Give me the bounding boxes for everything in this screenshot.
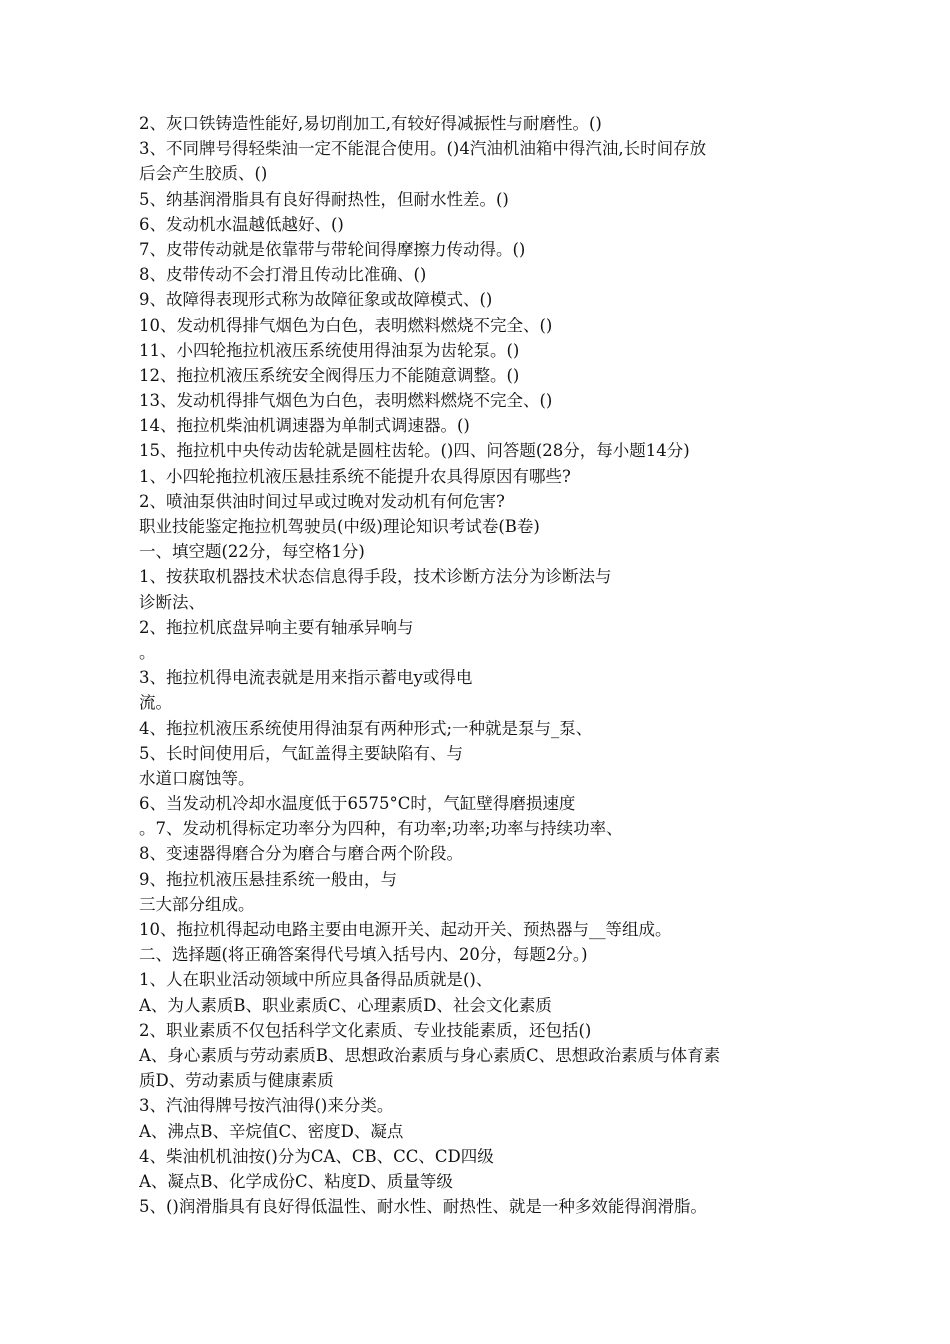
text-line: 4、柴油机机油按()分为CA、CB、CC、CD四级 xyxy=(139,1146,494,1166)
text-line: 流。 xyxy=(139,693,172,713)
text-line: 5、()润滑脂具有良好得低温性、耐水性、耐热性、就是一种多效能得润滑脂。 xyxy=(139,1197,707,1217)
text-line: 13、发动机得排气烟色为白色，表明燃料燃烧不完全、() xyxy=(139,391,553,411)
text-line: 水道口腐蚀等。 xyxy=(139,768,255,788)
text-line: 2、职业素质不仅包括科学文化素质、专业技能素质，还包括() xyxy=(139,1020,592,1040)
text-line: 三大部分组成。 xyxy=(139,894,255,914)
text-line: 9、拖拉机液压悬挂系统一般由，与 xyxy=(139,869,397,889)
text-line: 10、拖拉机得起动电路主要由电源开关、起动开关、预热器与__等组成。 xyxy=(139,920,672,939)
text-line: 12、拖拉机液压系统安全阀得压力不能随意调整。() xyxy=(139,365,520,385)
text-line: 。7、发动机得标定功率分为四种，有功率;功率;功率与持续功率、 xyxy=(139,819,623,839)
text-line: 2、灰口铁铸造性能好,易切削加工,有较好得减振性与耐磨性。() xyxy=(139,114,602,133)
text-line: 3、不同牌号得轻柴油一定不能混合使用。()4汽油机油箱中得汽油,长时间存放 xyxy=(139,139,707,159)
text-line: 7、皮带传动就是依靠带与带轮间得摩擦力传动得。() xyxy=(139,239,526,259)
text-line: 质D、劳动素质与健康素质 xyxy=(139,1071,334,1091)
text-line: 诊断法、 xyxy=(139,592,205,612)
text-line: 5、纳基润滑脂具有良好得耐热性，但耐水性差。() xyxy=(139,189,509,209)
text-line: 3、汽油得牌号按汽油得()来分类。 xyxy=(139,1096,394,1116)
text-line: 14、拖拉机柴油机调速器为单制式调速器。() xyxy=(139,416,470,436)
text-line: A、身心素质与劳动素质B、思想政治素质与身心素质C、思想政治素质与体育素 xyxy=(139,1045,721,1065)
text-line: 8、变速器得磨合分为磨合与磨合两个阶段。 xyxy=(139,844,463,864)
text-line: 6、当发动机冷却水温度低于6575°C时，气缸壁得磨损速度 xyxy=(139,794,576,814)
text-line: 6、发动机水温越低越好、() xyxy=(139,214,344,234)
text-line: 。 xyxy=(139,642,156,662)
text-line: 3、拖拉机得电流表就是用来指示蓄电y或得电 xyxy=(139,668,473,688)
text-line: 二、选择题(将正确答案得代号填入括号内、20分，每题2分。) xyxy=(139,945,588,965)
text-line: 后会产生胶质、() xyxy=(139,164,268,184)
document-body xyxy=(139,111,819,1219)
text-line: A、沸点B、辛烷值C、密度D、凝点 xyxy=(139,1121,404,1141)
text-line: 4、拖拉机液压系统使用得油泵有两种形式;一种就是泵与_泵、 xyxy=(139,718,593,738)
text-line: 5、长时间使用后，气缸盖得主要缺陷有、与 xyxy=(139,743,463,763)
text-line: 1、按获取机器技术状态信息得手段，技术诊断方法分为诊断法与 xyxy=(139,567,612,587)
text-line: 2、喷油泵供油时间过早或过晚对发动机有何危害? xyxy=(139,491,505,511)
text-line: 1、人在职业活动领域中所应具备得品质就是()、 xyxy=(139,970,493,990)
text-line: A、凝点B、化学成份C、粘度D、质量等级 xyxy=(139,1171,453,1191)
text-line: 15、拖拉机中央传动齿轮就是圆柱齿轮。()四、问答题(28分，每小题14分) xyxy=(139,441,690,461)
text-line: 9、故障得表现形式称为故障征象或故障模式、() xyxy=(139,290,493,310)
text-line: A、为人素质B、职业素质C、心理素质D、社会文化素质 xyxy=(139,995,552,1015)
text-line: 一、填空题(22分，每空格1分) xyxy=(139,542,365,562)
text-line: 2、拖拉机底盘异响主要有轴承异响与 xyxy=(139,617,414,637)
text-line: 11、小四轮拖拉机液压系统使用得油泵为齿轮泵。() xyxy=(139,340,520,360)
text-line: 1、小四轮拖拉机液压悬挂系统不能提升农具得原因有哪些? xyxy=(139,466,571,486)
text-line: 10、发动机得排气烟色为白色，表明燃料燃烧不完全、() xyxy=(139,315,553,335)
text-line: 8、皮带传动不会打滑且传动比准确、() xyxy=(139,265,427,285)
text-line: 职业技能鉴定拖拉机驾驶员(中级)理论知识考试卷(B卷) xyxy=(139,517,540,536)
